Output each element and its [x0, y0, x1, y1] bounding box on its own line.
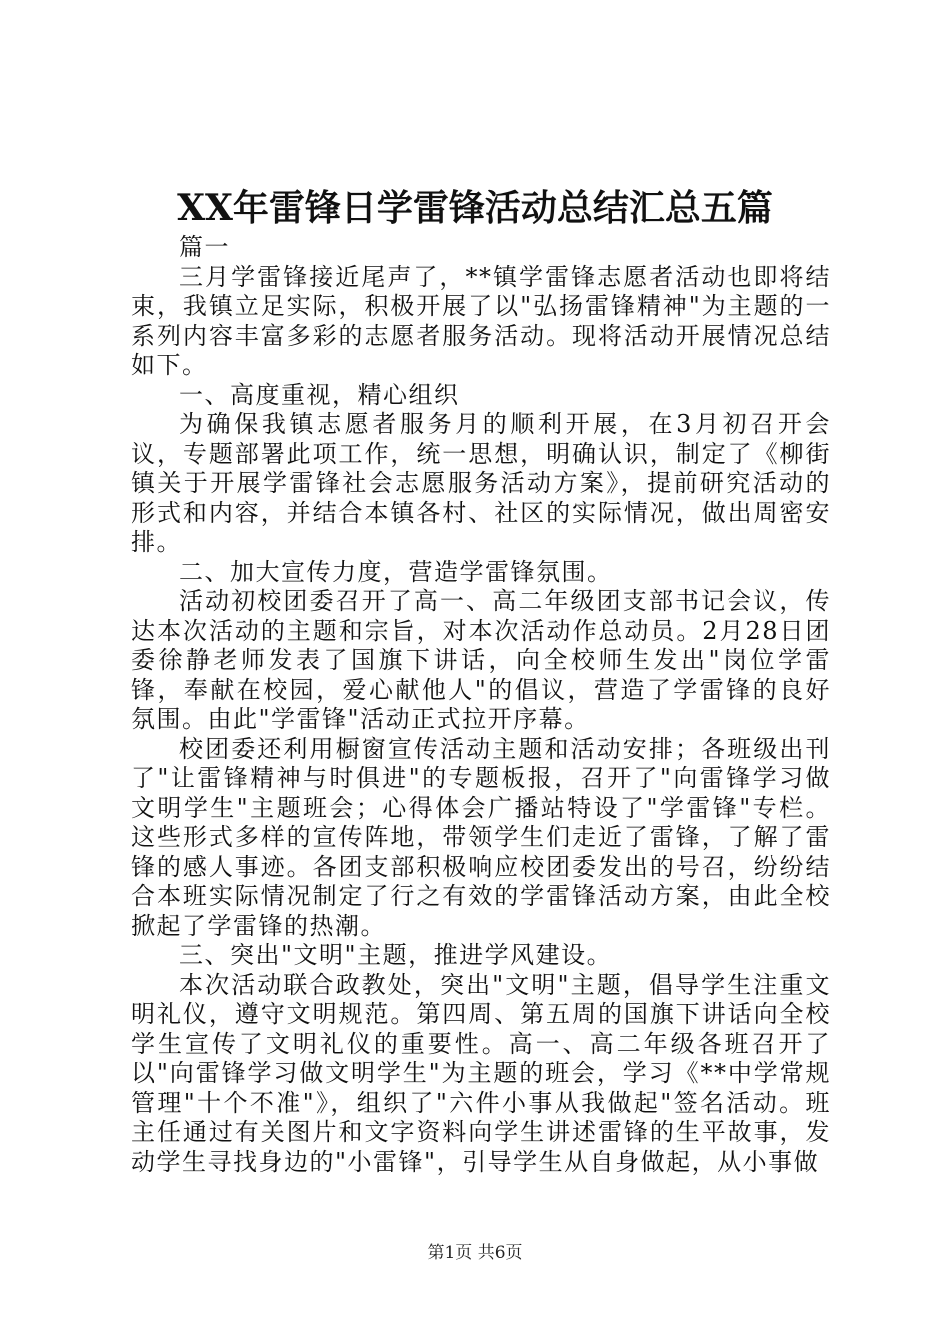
- section-label: 篇一: [179, 233, 230, 261]
- body-paragraph: 校团委还利用橱窗宣传活动主题和活动安排；各班级出刊了"让雷锋精神与时俱进"的专题板报，召开了"向雷锋学习做文明学生"主题班会；心得体会广播站特设了"学雷锋"专栏。这些形式多样的宣传阵地，带领学生们走近了雷锋，了解了雷锋的感人事迹。各团支部积极响应校团委发出的号召，纷纷结合本班实际情况制定了行之有效的学雷锋活动方案，由此全校掀起了学雷锋的热潮。: [131, 734, 831, 940]
- page-footer: 第1页 共6页: [427, 1243, 523, 1263]
- intro-paragraph: 三月学雷锋接近尾声了，**镇学雷锋志愿者活动也即将结束，我镇立足实际，积极开展了以"弘扬雷锋精神"为主题的一系列内容丰富多彩的志愿者服务活动。现将活动开展情况总结如下。: [131, 262, 831, 379]
- section-heading-1: 一、高度重视，精心组织: [179, 380, 460, 409]
- document-title: XX年雷锋日学雷锋活动总结汇总五篇: [177, 187, 773, 229]
- body-paragraph: 本次活动联合政教处，突出"文明"主题，倡导学生注重文明礼仪，遵守文明规范。第四周、第五周的国旗下讲话向全校学生宣传了文明礼仪的重要性。高一、高二年级各班召开了以"向雷锋学习做文明学生"为主题的班会，学习《**中学常规管理"十个不准"》，组织了"六件小事从我做起"签名活动。班主任通过有关图片和文字资料向学生讲述雷锋的生平故事，发动学生寻找身边的"小雷锋"，引导学生从自身做起，从小事做: [131, 970, 831, 1176]
- body-paragraph: 为确保我镇志愿者服务月的顺利开展，在3月初召开会议，专题部署此项工作，统一思想，明确认识，制定了《柳街镇关于开展学雷锋社会志愿服务活动方案》，提前研究活动的形式和内容，并结合本镇各村、社区的实际情况，做出周密安排。: [131, 410, 831, 556]
- section-heading-3: 三、突出"文明"主题，推进学风建设。: [179, 941, 613, 969]
- section-heading-2: 二、加大宣传力度，营造学雷锋氛围。: [179, 557, 613, 586]
- body-paragraph: 活动初校团委召开了高一、高二年级团支部书记会议，传达本次活动的主题和宗旨，对本次活动作总动员。2月28日团委徐静老师发表了国旗下讲话，向全校师生发出"岗位学雷锋，奉献在校园，爱心献他人"的倡议，营造了学雷锋的良好氛围。由此"学雷锋"活动正式拉开序幕。: [131, 587, 831, 733]
- document-body: [131, 233, 831, 1177]
